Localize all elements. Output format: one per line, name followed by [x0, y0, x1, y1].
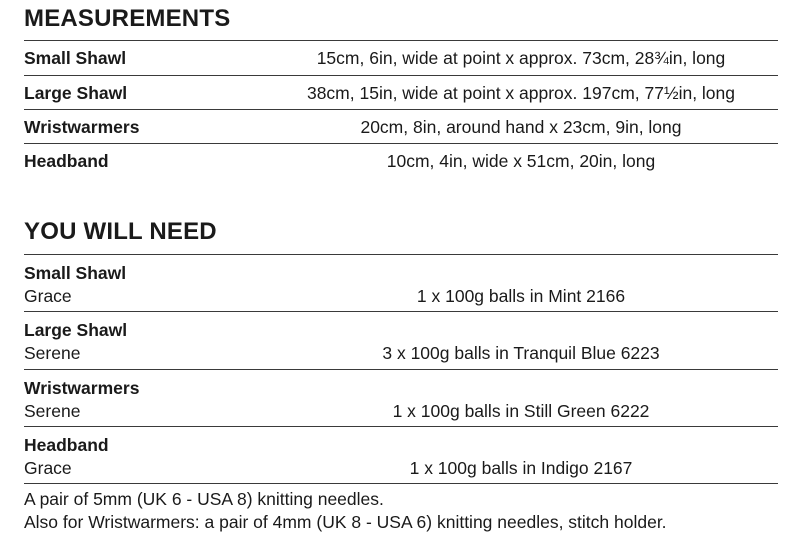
item-measurement: 20cm, 8in, around hand x 23cm, 9in, long: [360, 117, 682, 137]
requirement-row: [24, 311, 778, 368]
item-name: Large Shawl: [24, 320, 128, 340]
requirement-row: [24, 426, 778, 483]
measurement-row: [24, 110, 778, 144]
yarn-quantity: 1 x 100g balls in Indigo 2167: [409, 458, 633, 478]
item-measurement: 15cm, 6in, wide at point x approx. 73cm, 28¾in, long: [316, 48, 726, 68]
measurement-row: [24, 41, 778, 75]
requirement-row: [24, 369, 778, 426]
item-measurement: 10cm, 4in, wide x 51cm, 20in, long: [386, 151, 656, 171]
wristwarmers-note: Also for Wristwarmers: a pair of 4mm (UK 8 - USA 6) knitting needles, stitch holder.: [24, 512, 667, 532]
item-name: Wristwarmers: [24, 378, 140, 398]
yarn-quantity: 3 x 100g balls in Tranquil Blue 6223: [382, 343, 660, 363]
item-name: Headband: [24, 151, 109, 171]
item-name: Large Shawl: [24, 83, 128, 103]
item-name: Small Shawl: [24, 48, 127, 68]
item-name: Headband: [24, 435, 109, 455]
measurements-heading: MEASUREMENTS: [24, 5, 231, 32]
measurement-row: [24, 76, 778, 110]
needles-note: A pair of 5mm (UK 6 - USA 8) knitting needles.: [24, 489, 384, 509]
requirement-row: [24, 254, 778, 311]
yarn-quantity: 1 x 100g balls in Mint 2166: [416, 286, 626, 306]
measurement-row: [24, 144, 778, 178]
yarn-name: Serene: [24, 401, 81, 421]
yarn-quantity: 1 x 100g balls in Still Green 6222: [392, 401, 650, 421]
item-name: Small Shawl: [24, 263, 127, 283]
divider: [24, 483, 778, 484]
you-will-need-heading: YOU WILL NEED: [24, 218, 217, 245]
yarn-name: Serene: [24, 343, 81, 363]
yarn-name: Grace: [24, 458, 72, 478]
item-measurement: 38cm, 15in, wide at point x approx. 197cm, 77½in, long: [306, 83, 736, 103]
yarn-name: Grace: [24, 286, 72, 306]
item-name: Wristwarmers: [24, 117, 140, 137]
